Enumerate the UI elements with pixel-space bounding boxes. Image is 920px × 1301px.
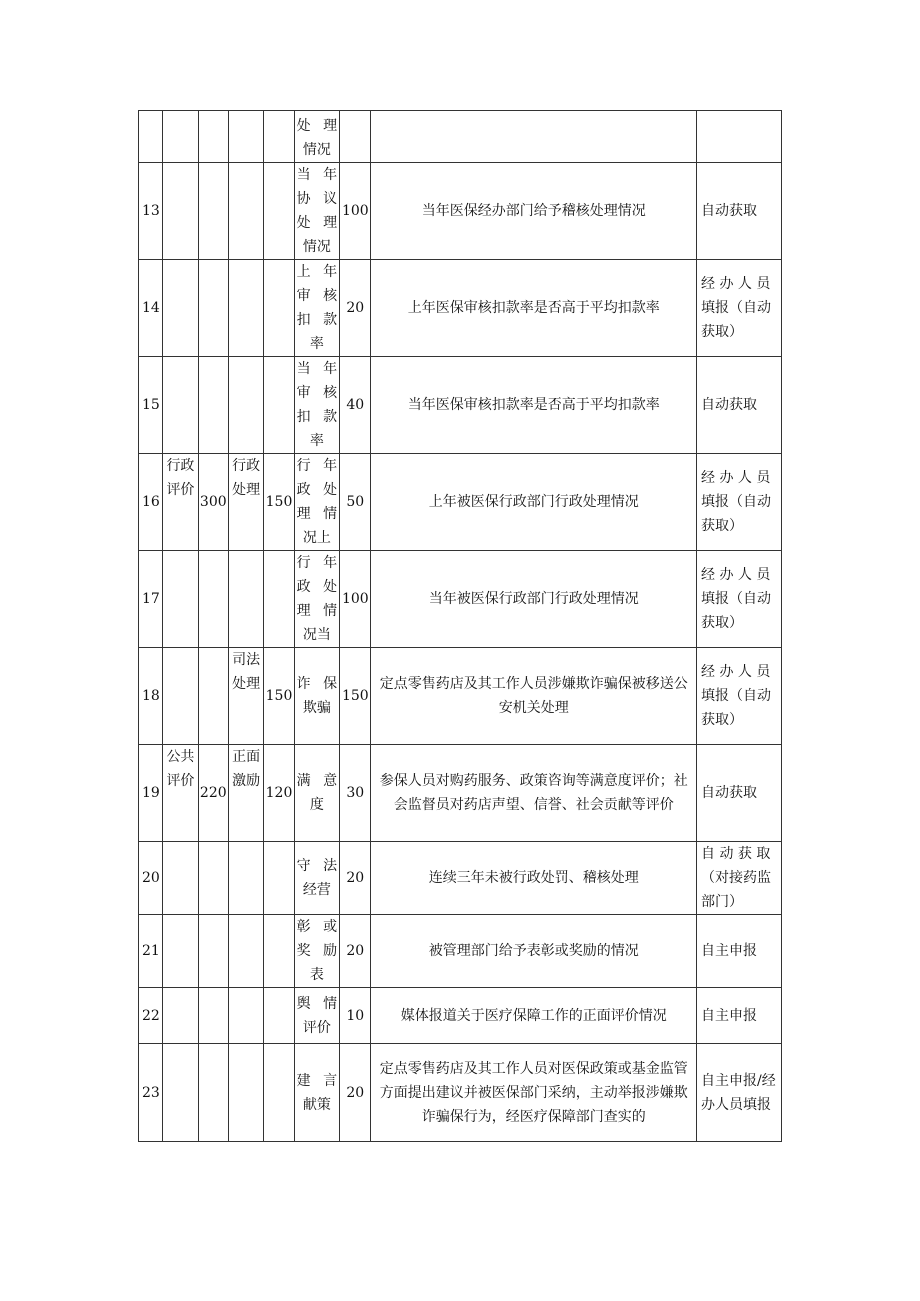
item-name: 守 法经营 bbox=[294, 842, 339, 915]
item-name: 上年审核扣款率 bbox=[294, 260, 339, 357]
subcategory-cell bbox=[228, 551, 263, 648]
row-number: 17 bbox=[139, 551, 163, 648]
table-row bbox=[139, 648, 782, 745]
category-cell bbox=[163, 842, 198, 915]
table-row bbox=[139, 1044, 782, 1142]
item-description: 当年医保经办部门给予稽核处理情况 bbox=[371, 163, 697, 260]
item-description: 当年被医保行政部门行政处理情况 bbox=[371, 551, 697, 648]
data-source: 自主申报/经办人员填报 bbox=[697, 1044, 782, 1142]
subcategory-cell bbox=[228, 111, 263, 163]
row-number: 14 bbox=[139, 260, 163, 357]
category-cell bbox=[163, 988, 198, 1044]
table-row bbox=[139, 842, 782, 915]
item-description: 上年被医保行政部门行政处理情况 bbox=[371, 454, 697, 551]
item-description: 定点零售药店及其工作人员对医保政策或基金监管方面提出建议并被医保部门采纳，主动举报涉嫌欺诈骗保行为，经医疗保障部门查实的 bbox=[371, 1044, 697, 1142]
subcategory-score bbox=[264, 551, 294, 648]
category-cell bbox=[163, 1044, 198, 1142]
item-score: 10 bbox=[340, 988, 371, 1044]
row-number: 19 bbox=[139, 745, 163, 842]
subcategory-cell: 行政处理 bbox=[228, 454, 263, 551]
item-name: 诈保欺骗 bbox=[294, 648, 339, 745]
data-source bbox=[697, 111, 782, 163]
item-description: 媒体报道关于医疗保障工作的正面评价情况 bbox=[371, 988, 697, 1044]
category-score bbox=[198, 357, 228, 454]
row-number: 16 bbox=[139, 454, 163, 551]
category-score bbox=[198, 260, 228, 357]
item-score bbox=[340, 111, 371, 163]
table-row bbox=[139, 111, 782, 163]
subcategory-cell bbox=[228, 163, 263, 260]
table-row bbox=[139, 745, 782, 842]
subcategory-cell bbox=[228, 988, 263, 1044]
category-cell bbox=[163, 915, 198, 988]
evaluation-table bbox=[138, 110, 782, 1142]
subcategory-score bbox=[264, 111, 294, 163]
subcategory-cell bbox=[228, 915, 263, 988]
data-source: 自主申报 bbox=[697, 915, 782, 988]
item-name: 行年政处理情况当 bbox=[294, 551, 339, 648]
data-source: 自 动 获 取（对接药监部门） bbox=[697, 842, 782, 915]
item-description: 连续三年未被行政处罚、稽核处理 bbox=[371, 842, 697, 915]
item-description bbox=[371, 111, 697, 163]
item-name: 行年政处理情况上 bbox=[294, 454, 339, 551]
item-score: 30 bbox=[340, 745, 371, 842]
item-score: 20 bbox=[340, 915, 371, 988]
category-cell bbox=[163, 260, 198, 357]
category-score bbox=[198, 163, 228, 260]
category-cell: 公共评价 bbox=[163, 745, 198, 842]
category-score bbox=[198, 111, 228, 163]
category-cell bbox=[163, 357, 198, 454]
data-source: 经 办 人 员 填报（自动获取） bbox=[697, 551, 782, 648]
row-number bbox=[139, 111, 163, 163]
category-cell bbox=[163, 111, 198, 163]
subcategory-score bbox=[264, 915, 294, 988]
table-row bbox=[139, 357, 782, 454]
subcategory-score: 150 bbox=[264, 454, 294, 551]
subcategory-score bbox=[264, 1044, 294, 1142]
category-score bbox=[198, 648, 228, 745]
table-row bbox=[139, 163, 782, 260]
item-name: 当年审核扣款率 bbox=[294, 357, 339, 454]
table-row bbox=[139, 454, 782, 551]
data-source: 自动获取 bbox=[697, 357, 782, 454]
category-cell bbox=[163, 163, 198, 260]
item-name: 满意度 bbox=[294, 745, 339, 842]
item-score: 100 bbox=[340, 551, 371, 648]
category-score bbox=[198, 842, 228, 915]
category-cell bbox=[163, 648, 198, 745]
subcategory-cell bbox=[228, 357, 263, 454]
subcategory-cell: 司法处理 bbox=[228, 648, 263, 745]
table-row bbox=[139, 988, 782, 1044]
item-description: 被管理部门给予表彰或奖励的情况 bbox=[371, 915, 697, 988]
row-number: 22 bbox=[139, 988, 163, 1044]
data-source: 自动获取 bbox=[697, 163, 782, 260]
category-score: 220 bbox=[198, 745, 228, 842]
subcategory-score bbox=[264, 842, 294, 915]
table-row bbox=[139, 260, 782, 357]
subcategory-score bbox=[264, 163, 294, 260]
row-number: 20 bbox=[139, 842, 163, 915]
category-score: 300 bbox=[198, 454, 228, 551]
category-cell: 行政评价 bbox=[163, 454, 198, 551]
data-source: 经 办 人 员 填报（自动获取） bbox=[697, 648, 782, 745]
item-score: 20 bbox=[340, 842, 371, 915]
data-source: 经 办 人 员 填报（自动获取） bbox=[697, 260, 782, 357]
category-score bbox=[198, 915, 228, 988]
category-cell bbox=[163, 551, 198, 648]
item-name: 舆 情评价 bbox=[294, 988, 339, 1044]
item-score: 20 bbox=[340, 1044, 371, 1142]
subcategory-score bbox=[264, 260, 294, 357]
subcategory-score bbox=[264, 988, 294, 1044]
item-description: 当年医保审核扣款率是否高于平均扣款率 bbox=[371, 357, 697, 454]
category-score bbox=[198, 551, 228, 648]
item-name: 当 年协 议处 理情况 bbox=[294, 163, 339, 260]
item-description: 定点零售药店及其工作人员涉嫌欺诈骗保被移送公安机关处理 bbox=[371, 648, 697, 745]
data-source: 自动获取 bbox=[697, 745, 782, 842]
category-score bbox=[198, 988, 228, 1044]
data-source: 自主申报 bbox=[697, 988, 782, 1044]
item-score: 40 bbox=[340, 357, 371, 454]
subcategory-score bbox=[264, 357, 294, 454]
subcategory-cell bbox=[228, 842, 263, 915]
subcategory-cell bbox=[228, 260, 263, 357]
row-number: 15 bbox=[139, 357, 163, 454]
item-description: 参保人员对购药服务、政策咨询等满意度评价；社会监督员对药店声望、信誉、社会贡献等评价 bbox=[371, 745, 697, 842]
subcategory-score: 120 bbox=[264, 745, 294, 842]
item-name: 建 言献策 bbox=[294, 1044, 339, 1142]
row-number: 18 bbox=[139, 648, 163, 745]
item-score: 100 bbox=[340, 163, 371, 260]
table-row bbox=[139, 915, 782, 988]
data-source: 经 办 人 员 填报（自动获取） bbox=[697, 454, 782, 551]
item-description: 上年医保审核扣款率是否高于平均扣款率 bbox=[371, 260, 697, 357]
item-score: 50 bbox=[340, 454, 371, 551]
item-score: 20 bbox=[340, 260, 371, 357]
subcategory-cell: 正面激励 bbox=[228, 745, 263, 842]
item-name: 处 理情况 bbox=[294, 111, 339, 163]
row-number: 21 bbox=[139, 915, 163, 988]
subcategory-score: 150 bbox=[264, 648, 294, 745]
item-name: 彰或奖励表 bbox=[294, 915, 339, 988]
subcategory-cell bbox=[228, 1044, 263, 1142]
row-number: 13 bbox=[139, 163, 163, 260]
row-number: 23 bbox=[139, 1044, 163, 1142]
item-score: 150 bbox=[340, 648, 371, 745]
category-score bbox=[198, 1044, 228, 1142]
table-row bbox=[139, 551, 782, 648]
